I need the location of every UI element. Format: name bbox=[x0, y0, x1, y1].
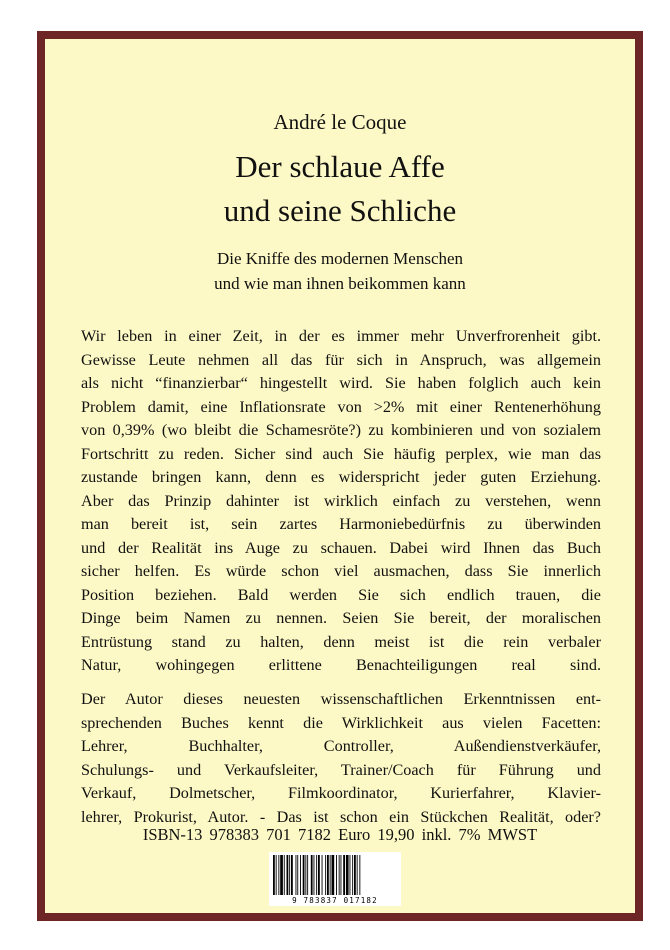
isbn-price-line: ISBN-13 978383 701 7182 Euro 19,90 inkl. 7% MWST bbox=[142, 825, 538, 844]
barcode-bar bbox=[343, 855, 345, 895]
text-line: Aber das Prinzip dahinter ist wirklich einfach zu verstehen, wenn bbox=[81, 491, 601, 510]
text-line: lehrer, Prokurist, Autor. - Das ist schon ein Stückchen Realität, oder? bbox=[81, 807, 601, 826]
barcode-digits: 9 783837 017182 bbox=[292, 896, 378, 905]
barcode-bar bbox=[332, 855, 335, 895]
barcode-bar bbox=[289, 855, 290, 895]
text-line: Entrüstung stand zu halten, denn meist ist die rein verbaler bbox=[81, 632, 601, 651]
barcode-bar bbox=[307, 855, 308, 895]
barcode-bar bbox=[325, 855, 326, 895]
subtitle-line: Die Kniffe des modernen Menschen bbox=[216, 249, 464, 268]
book-subtitle bbox=[45, 246, 635, 296]
barcode-bar bbox=[297, 855, 298, 895]
barcode-bar bbox=[350, 855, 351, 895]
barcode-bar bbox=[303, 855, 305, 895]
barcode-bar bbox=[273, 855, 275, 895]
text-line: Natur, wohingegen erlittene Benachteiligungen real sind. bbox=[81, 656, 601, 674]
author-name: André le Coque bbox=[273, 110, 407, 134]
barcode-bars bbox=[269, 852, 401, 896]
barcode-bar bbox=[354, 855, 356, 895]
barcode bbox=[269, 852, 401, 906]
barcode-bar bbox=[291, 855, 293, 895]
text-line: von 0,39% (wo bleibt die Schamesröte?) zu kombinieren und von sozialem bbox=[81, 421, 601, 439]
text-line: Verkauf, Dolmetscher, Filmkoordinator, Kurierfahrer, Klavier- bbox=[81, 784, 601, 802]
text-line: Problem damit, eine Inflationsrate von >2% mit einer Rentenerhöhung bbox=[81, 397, 601, 416]
text-line: sicher helfen. Es würde schon viel ausmachen, dass Sie innerlich bbox=[81, 562, 601, 580]
barcode-bar bbox=[322, 855, 323, 895]
barcode-bar bbox=[330, 855, 331, 895]
barcode-bar bbox=[284, 855, 285, 895]
barcode-bar bbox=[305, 855, 306, 895]
barcode-bar bbox=[327, 855, 329, 895]
subtitle-line: und wie man ihnen beikommen kann bbox=[214, 274, 466, 293]
barcode-bar bbox=[311, 855, 313, 895]
book-title bbox=[45, 145, 635, 233]
text-line: Lehrer, Buchhalter, Controller, Außendienstverkäufer, bbox=[81, 737, 601, 755]
text-line: zustande bringen kann, denn es widerspricht jeder guten Erziehung. bbox=[81, 468, 601, 486]
text-line: als nicht “finanzierbar“ hingestellt wird. Sie haben folglich auch kein bbox=[81, 374, 601, 392]
barcode-bar bbox=[278, 855, 279, 895]
title-line: und seine Schliche bbox=[223, 193, 457, 228]
blurb-paragraph bbox=[81, 325, 601, 678]
barcode-bar bbox=[280, 855, 283, 895]
barcode-bar bbox=[316, 855, 317, 895]
text-line: man bereit ist, sein zartes Harmoniebedürfnis zu überwinden bbox=[81, 515, 601, 533]
text-line: Gewisse Leute nehmen all das für sich in Anspruch, was allgemein bbox=[81, 350, 601, 369]
barcode-bar bbox=[357, 855, 358, 895]
barcode-bar bbox=[339, 855, 340, 895]
barcode-bar bbox=[318, 855, 320, 895]
text-line: Wir leben in einer Zeit, in der es immer mehr Unverfrorenheit gibt. bbox=[81, 327, 601, 345]
text-line: Fortschritt zu reden. Sicher sind auch Sie häufig perplex, wie man das bbox=[81, 444, 601, 463]
barcode-bar bbox=[352, 855, 353, 895]
text-line: Position beziehen. Bald werden Sie sich endlich trauen, die bbox=[81, 585, 601, 604]
text-line: Der Autor dieses neuesten wissenschaftlichen Erkenntnissen ent- bbox=[81, 690, 601, 708]
barcode-bar bbox=[287, 855, 289, 895]
barcode-bar bbox=[336, 855, 337, 895]
barcode-bar bbox=[314, 855, 315, 895]
author-bio-paragraph bbox=[81, 688, 601, 829]
barcode-bar bbox=[300, 855, 301, 895]
text-line: sprechenden Buches kennt die Wirklichkeit aus vielen Facetten: bbox=[81, 713, 601, 732]
book-back-cover bbox=[37, 31, 643, 921]
barcode-bar bbox=[346, 855, 349, 895]
text-line: Dinge beim Namen zu nennen. Seien Sie bereit, der moralischen bbox=[81, 609, 601, 627]
barcode-bar bbox=[359, 855, 360, 895]
text-line: Schulungs- und Verkaufsleiter, Trainer/Coach für Führung und bbox=[81, 760, 601, 779]
title-line: Der schlaue Affe bbox=[235, 149, 445, 184]
barcode-bar bbox=[296, 855, 297, 895]
text-line: und der Realität ins Auge zu schauen. Dabei wird Ihnen das Buch bbox=[81, 538, 601, 557]
barcode-bar bbox=[276, 855, 277, 895]
barcode-bar bbox=[341, 855, 342, 895]
